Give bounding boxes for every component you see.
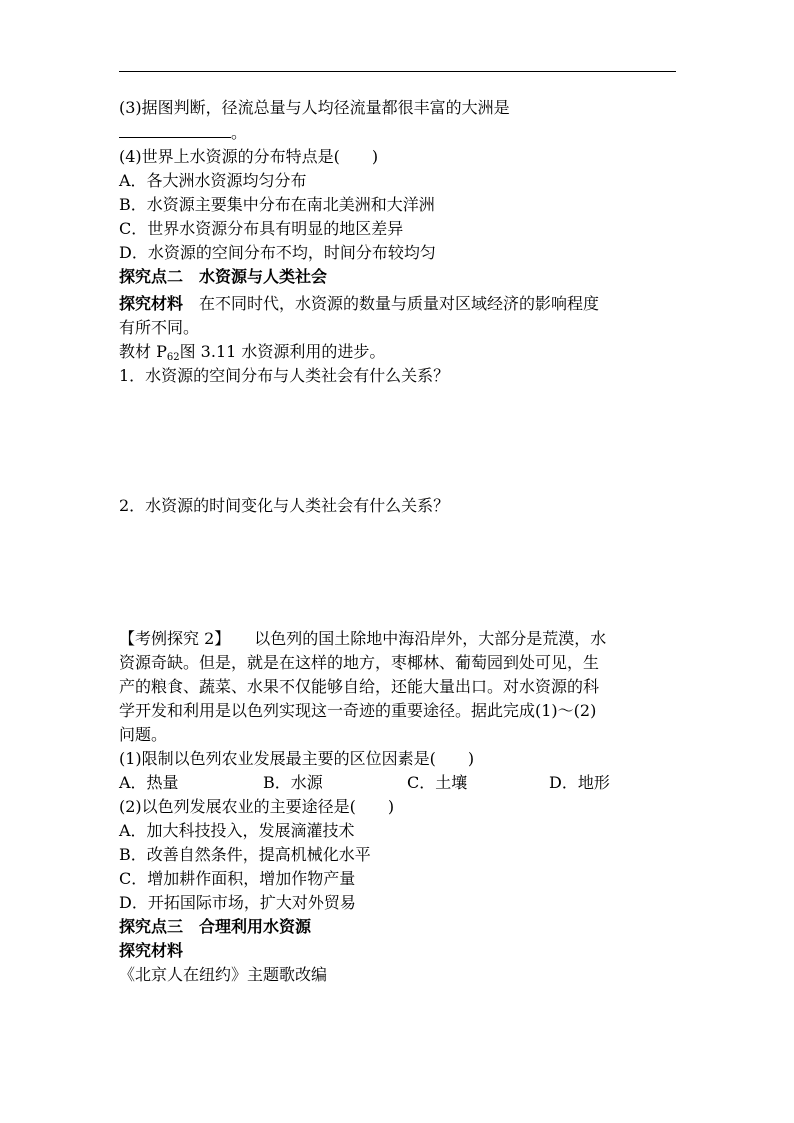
header-rule xyxy=(119,71,676,72)
ex2-q1-option-b: B．水源 xyxy=(263,773,323,792)
ex2-q1-option-d: D．地形 xyxy=(549,773,610,792)
example2-line3: 产的粮食、蔬菜、水果不仅能够自给，还能大量出口。对水资源的科 xyxy=(119,677,600,696)
section2-material xyxy=(119,292,599,316)
q3-text: (3)据图判断，径流总量与人均径流量都很丰富的大洲是 xyxy=(119,98,510,117)
example2-line1 xyxy=(119,627,606,651)
ex2-q2-option-a: A．加大科技投入，发展滴灌技术 xyxy=(119,821,355,840)
song-title: 《北京人在纽约》主题歌改编 xyxy=(119,965,328,984)
textbook-prefix: 教材 P xyxy=(119,342,167,361)
example2-line4: 学开发和利用是以色列实现这一奇迹的重要途径。据此完成(1)～(2) xyxy=(119,701,597,720)
question-1: 1．水资源的空间分布与人类社会有什么关系？ xyxy=(119,366,450,385)
ex2-q2-option-c: C．增加耕作面积，增加作物产量 xyxy=(119,869,356,888)
q3-end: 。 xyxy=(231,123,248,142)
ex2-q1-option-a: A．热量 xyxy=(119,773,179,792)
section3-heading: 探究点三 合理利用水资源 xyxy=(119,917,312,936)
example2-tag: 【考例探究 2】 xyxy=(119,629,231,648)
q4-option-a: A．各大洲水资源均匀分布 xyxy=(119,171,307,190)
ex2-q1-options xyxy=(119,771,676,795)
q4-option-c: C．世界水资源分布具有明显的地区差异 xyxy=(119,219,404,238)
material-text-line1: 在不同时代，水资源的数量与质量对区域经济的影响程度 xyxy=(199,294,600,313)
ex2-q2-text: (2)以色列发展农业的主要途径是( ) xyxy=(119,797,395,816)
ex2-q2-option-b: B．改善自然条件，提高机械化水平 xyxy=(119,845,371,864)
q4-option-d: D．水资源的空间分布不均，时间分布较均匀 xyxy=(119,243,436,262)
section2-heading: 探究点二 水资源与人类社会 xyxy=(119,267,328,286)
q4-text: (4)世界上水资源的分布特点是( ) xyxy=(119,147,379,166)
question-2: 2．水资源的时间变化与人类社会有什么关系？ xyxy=(119,496,450,515)
q4-option-b: B．水资源主要集中分布在南北美洲和大洋洲 xyxy=(119,195,435,214)
textbook-page: 62 xyxy=(166,352,180,363)
example2-text-line1: 以色列的国土除地中海沿岸外，大部分是荒漠，水 xyxy=(254,629,607,648)
section3-material-label: 探究材料 xyxy=(119,941,184,960)
answer-blank[interactable] xyxy=(119,123,231,138)
example2-line5: 问题。 xyxy=(119,725,168,744)
material-text-line2: 有所不同。 xyxy=(119,318,200,337)
ex2-q2-option-d: D．开拓国际市场，扩大对外贸易 xyxy=(119,893,356,912)
ex2-q1-option-c: C．土壤 xyxy=(407,773,468,792)
example2-line2: 资源奇缺。但是，就是在这样的地方，枣椰林、葡萄园到处可见，生 xyxy=(119,653,600,672)
textbook-suffix: 图 3.11 水资源利用的进步。 xyxy=(179,342,386,361)
ex2-q1-text: (1)限制以色列农业发展最主要的区位因素是( ) xyxy=(119,749,475,768)
material-label: 探究材料 xyxy=(119,294,184,313)
q3-answer-line xyxy=(119,121,247,145)
